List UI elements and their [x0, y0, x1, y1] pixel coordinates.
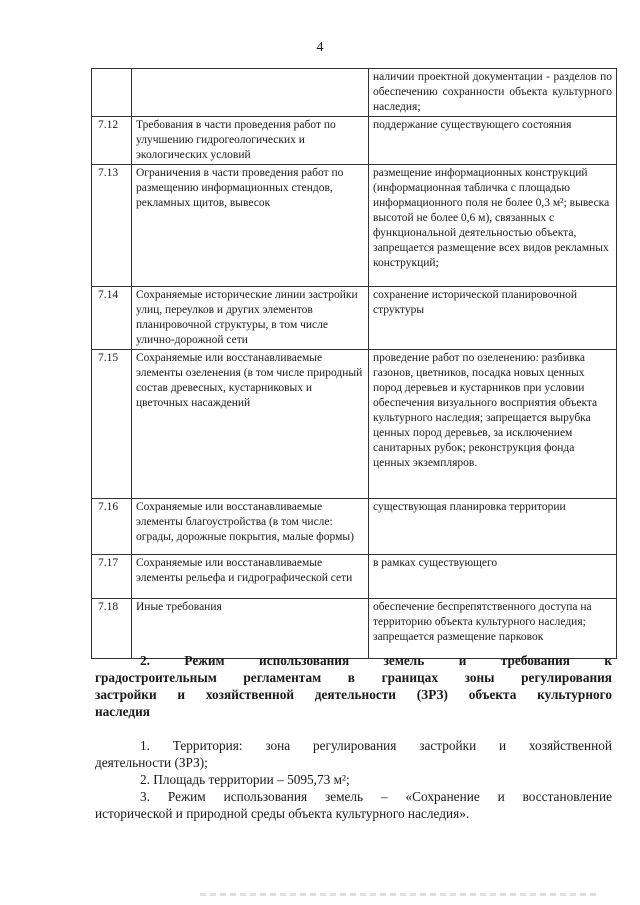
table-row: [92, 599, 617, 659]
paragraph-line: 3. Режим использования земель – «Сохранение и восстановление: [140, 789, 612, 804]
row-name: Сохраняемые или восстанавливаемые элементы озеленения (в том числе природный состав древесных, кустарниковых и цветочных насаждений: [132, 350, 369, 499]
row-value: обеспечение беспрепятственного доступа на территорию объекта культурного наследия; запрещается размещение парковок: [369, 599, 617, 659]
row-value: поддержание существующего состояния: [369, 117, 617, 165]
regulations-table: [91, 68, 617, 659]
page-number: 4: [316, 40, 324, 55]
table-row: [92, 350, 617, 499]
row-number: 7.15: [92, 350, 132, 499]
row-value: размещение информационных конструкций (информационная табличка с площадью информационного поля не более 0,3 м²; вывеска высотой не более 0,6 м), связанных с функциональной деятельностью объекта, запрещается размещение всех видов рекламных конструкций;: [369, 165, 617, 287]
row-number: [92, 69, 132, 117]
row-name: [132, 69, 369, 117]
row-number: 7.16: [92, 499, 132, 555]
row-name: Требования в части проведения работ по улучшению гидрогеологических и экологических условий: [132, 117, 369, 165]
row-name: Сохраняемые или восстанавливаемые элементы благоустройства (в том числе: ограды, дорожные покрытия, малые формы): [132, 499, 369, 555]
section-heading: [95, 652, 612, 720]
row-value: в рамках существующего: [369, 555, 617, 599]
row-value: сохранение исторической планировочной структуры: [369, 287, 617, 350]
paragraph-land-use: [95, 788, 612, 822]
row-value: существующая планировка территории: [369, 499, 617, 555]
table-row: [92, 555, 617, 599]
row-number: 7.13: [92, 165, 132, 287]
table-row: [92, 499, 617, 555]
table-row: [92, 117, 617, 165]
row-name: Сохраняемые исторические линии застройки улиц, переулков и других элементов планировочной структуры, в том числе улично-дорожной сети: [132, 287, 369, 350]
paragraph-line: деятельности (ЗРЗ);: [95, 755, 208, 770]
section-heading-line: застройки и хозяйственной деятельности (ЗРЗ) объекта культурного: [95, 687, 612, 702]
section-heading-line: 2. Режим использования земель и требования к: [140, 653, 612, 668]
table-row: [92, 287, 617, 350]
row-value: проведение работ по озеленению: разбивка газонов, цветников, посадка новых ценных пород деревьев и кустарников при условии обеспечения визуального восприятия объекта культурного наследия; запрещается вырубка ценных пород деревьев, за исключением санитарных рубок; реконструкция фонда ценных экземпляров.: [369, 350, 617, 499]
row-name: Сохраняемые или восстанавливаемые элементы рельефа и гидрографической сети: [132, 555, 369, 599]
row-value: наличии проектной документации - разделов по обеспечению сохранности объекта культурного наследия;: [369, 69, 617, 117]
paragraph-territory: [95, 737, 612, 771]
row-number: 7.12: [92, 117, 132, 165]
paragraph-line: 1. Территория: зона регулирования застройки и хозяйственной: [140, 738, 612, 753]
scan-artifact: [200, 893, 600, 896]
section-heading-line: наследия: [95, 704, 150, 719]
row-name: Ограничения в части проведения работ по размещению информационных стендов, рекламных щитов, вывесок: [132, 165, 369, 287]
row-name: Иные требования: [132, 599, 369, 659]
table-row: [92, 69, 617, 117]
row-number: 7.14: [92, 287, 132, 350]
row-number: 7.17: [92, 555, 132, 599]
table-row: [92, 165, 617, 287]
paragraph-area: 2. Площадь территории – 5095,73 м²;: [140, 772, 350, 787]
row-number: 7.18: [92, 599, 132, 659]
section-heading-line: градостроительным регламентам в границах зоны регулирования: [95, 670, 612, 685]
paragraph-line: исторической и природной среды объекта культурного наследия».: [95, 806, 470, 821]
